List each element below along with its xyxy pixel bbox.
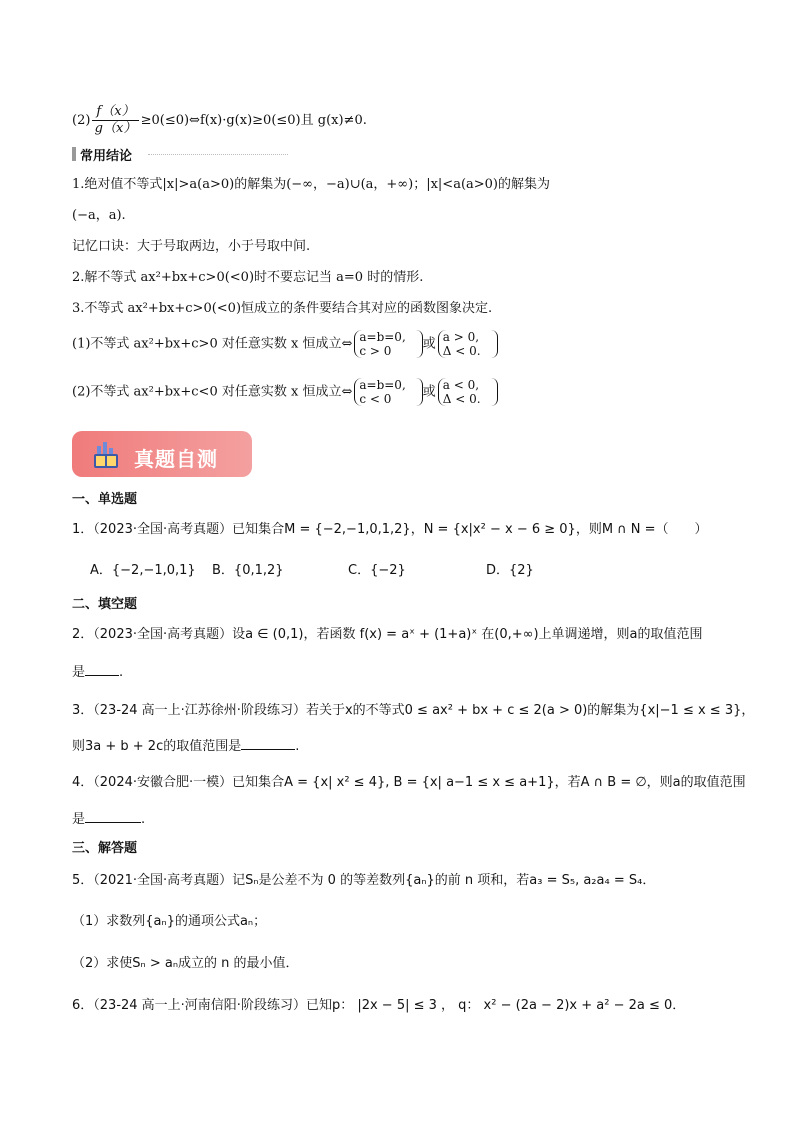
condition-brace-2 [438,330,481,358]
or-word: 或 [422,336,436,352]
q1-option-a: A．{−2,−1,0,1} [90,563,196,578]
condition-brace-1 [354,330,405,358]
banner-title: 真题自测 [134,447,218,471]
part-heading-1: 一、单选题 [72,492,138,507]
question-6: 6．（23-24 高一上·河南信阳·阶段练习）已知p： |2x − 5| ≤ 3 ， q： x² − (2a − 2)x + a² − 2a ≤ 0． [72,998,686,1013]
formula-fraction [92,104,138,137]
conclusion-3: 3.不等式 ax²+bx+c>0(<0)恒成立的条件要结合其对应的函数图象决定. [72,301,493,316]
question-2-line-a: 2．（2023·全国·高考真题）设a ∈ (0,1)，若函数 f(x) = aˣ + (1+a)ˣ 在(0,+∞)上单调递增，则a的取值范围 [72,627,703,642]
brace-close [416,330,423,358]
fraction-numerator: f（x） [92,104,138,121]
part-heading-3: 三、解答题 [72,841,138,856]
q2-tail: 是 [72,665,86,680]
conclusion-3-1 [72,330,498,358]
question-5-part-2: （2）求使Sₙ > aₙ成立的 n 的最小值． [72,956,299,971]
section-divider [148,154,288,155]
condition-brace-3 [354,378,405,406]
brace-line: a < 0, [442,378,480,392]
conclusion-3-2-text: (2)不等式 ax²+bx+c<0 对任意实数 x 恒成立⇔ [72,384,353,400]
formula-prefix: (2) [72,113,91,128]
question-5: 5．（2021·全国·高考真题）记Sₙ是公差不为 0 的等差数列{aₙ}的前 n 项和，若a₃ = S₅, a₂a₄ = S₄． [72,873,656,888]
brace-line: a > 0, [442,330,480,344]
part-heading-2: 二、填空题 [72,597,138,612]
answer-blank[interactable] [85,822,141,823]
memo-line: 记忆口诀：大于号取两边，小于号取中间. [72,239,311,254]
brace-line: Δ < 0. [442,392,481,406]
brace-line: c > 0 [359,344,392,358]
question-5-part-1: （1）求数列{aₙ}的通项公式aₙ； [72,914,267,929]
q3-tail: 则3a + b + 2c的取值范围是 [72,739,242,754]
question-4-line-b [72,811,145,829]
book-chart-icon [92,440,120,470]
brace-line: a=b=0, [359,330,406,344]
period: . [119,665,124,680]
q1-option-c: C．{−2} [348,563,406,578]
conclusion-1-line-a: 1.绝对值不等式|x|>a(a>0)的解集为(−∞，−a)∪(a，+∞)；|x|<a(a>0)的解集为 [72,177,551,192]
answer-blank[interactable] [85,675,119,676]
q1-option-d: D．{2} [486,563,534,578]
conclusion-2: 2.解不等式 ax²+bx+c>0(<0)时不要忘记当 a=0 时的情形. [72,270,424,285]
formula-line [72,104,367,137]
conclusion-3-1-text: (1)不等式 ax²+bx+c>0 对任意实数 x 恒成立⇔ [72,336,353,352]
brace-close [416,378,423,406]
question-2-line-b [72,664,123,682]
q1-option-b: B．{0,1,2} [212,563,284,578]
or-word: 或 [422,384,436,400]
answer-blank[interactable] [241,749,295,750]
conclusion-3-2 [72,378,498,406]
question-3-line-b [72,738,299,756]
formula-rest: ≥0(≤0)⇔f(x)·g(x)≥0(≤0)且 g(x)≠0. [140,113,367,128]
brace-close [491,330,498,358]
question-4-line-a: 4．（2024·安徽合肥·一模）已知集合A = {x| x² ≤ 4}, B = {x| a−1 ≤ x ≤ a+1}，若A ∩ B = ∅，则a的取值范围 [72,775,746,790]
period: . [295,739,300,754]
period: . [141,812,146,827]
section-marker [72,147,76,161]
section-title: 常用结论 [80,149,133,164]
condition-brace-4 [438,378,481,406]
fraction-denominator: g（x） [94,121,137,136]
brace-line: a=b=0, [359,378,406,392]
question-3-line-a: 3．（23-24 高一上·江苏徐州·阶段练习）若关于x的不等式0 ≤ ax² + bx + c ≤ 2(a > 0)的解集为{x|−1 ≤ x ≤ 3}， [72,703,755,718]
brace-line: c < 0 [359,392,392,406]
conclusion-1-line-b: (−a，a). [72,208,126,223]
brace-close [491,378,498,406]
question-1: 1．（2023·全国·高考真题）已知集合M = {−2,−1,0,1,2}，N = {x|x² − x − 6 ≥ 0}，则M ∩ N =（ ） [72,522,708,537]
brace-line: Δ < 0. [442,344,481,358]
q4-tail: 是 [72,812,86,827]
